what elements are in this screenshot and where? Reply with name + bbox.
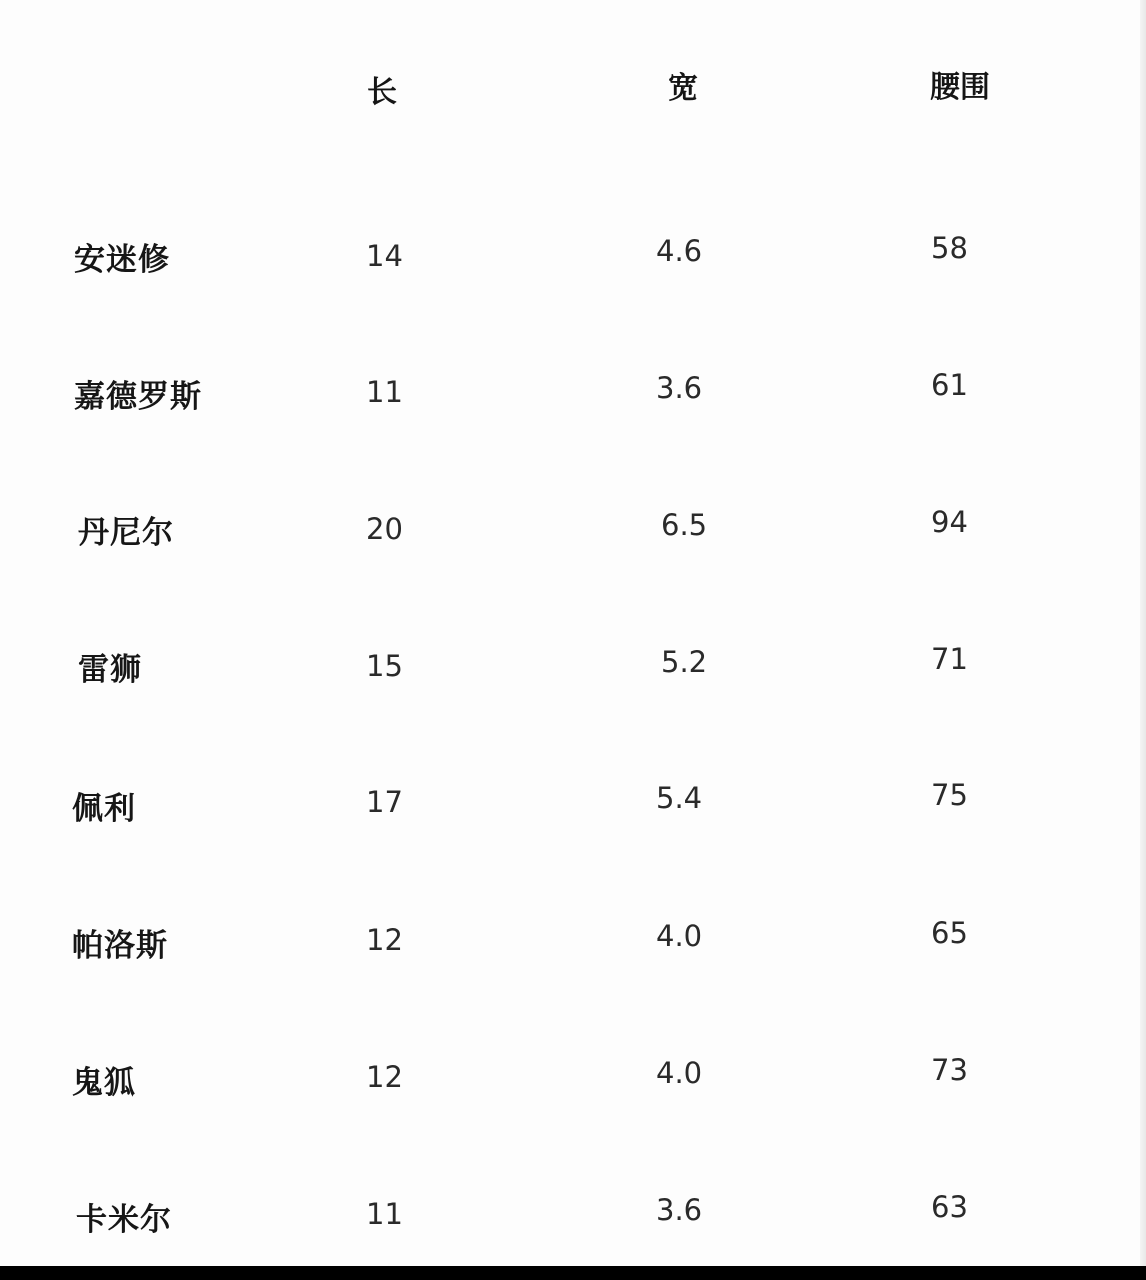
row-name: 雷狮 [78,652,142,688]
row-length: 14 [366,239,403,273]
row-name: 安迷修 [74,242,170,278]
row-waist: 58 [931,231,968,265]
header-width: 宽 [668,71,698,106]
row-length: 11 [366,1197,403,1231]
page-edge-shadow [1140,0,1146,1266]
row-length: 20 [366,512,403,546]
row-name: 丹尼尔 [78,515,174,551]
row-name: 帕洛斯 [72,928,168,964]
row-waist: 71 [931,642,968,676]
row-length: 12 [366,923,403,957]
row-length: 17 [366,785,403,819]
bottom-black-bar [0,1266,1146,1280]
row-length: 11 [366,375,403,409]
row-width: 6.5 [661,508,708,542]
row-name: 佩利 [72,791,136,827]
row-width: 5.2 [661,645,708,679]
row-waist: 94 [931,505,968,539]
row-width: 5.4 [656,781,703,815]
row-width: 4.0 [656,919,703,953]
row-width: 4.6 [656,234,703,268]
header-waist: 腰围 [930,70,990,105]
row-width: 3.6 [656,1193,703,1227]
row-waist: 73 [931,1053,968,1087]
row-waist: 75 [931,778,968,812]
row-waist: 63 [931,1190,968,1224]
header-length: 长 [367,75,397,110]
row-waist: 61 [931,368,968,402]
row-name: 鬼狐 [72,1065,136,1101]
row-width: 3.6 [656,371,703,405]
row-waist: 65 [931,916,968,950]
row-length: 15 [366,649,403,683]
row-name: 卡米尔 [76,1202,172,1238]
row-length: 12 [366,1060,403,1094]
row-width: 4.0 [656,1056,703,1090]
row-name: 嘉德罗斯 [74,379,202,415]
